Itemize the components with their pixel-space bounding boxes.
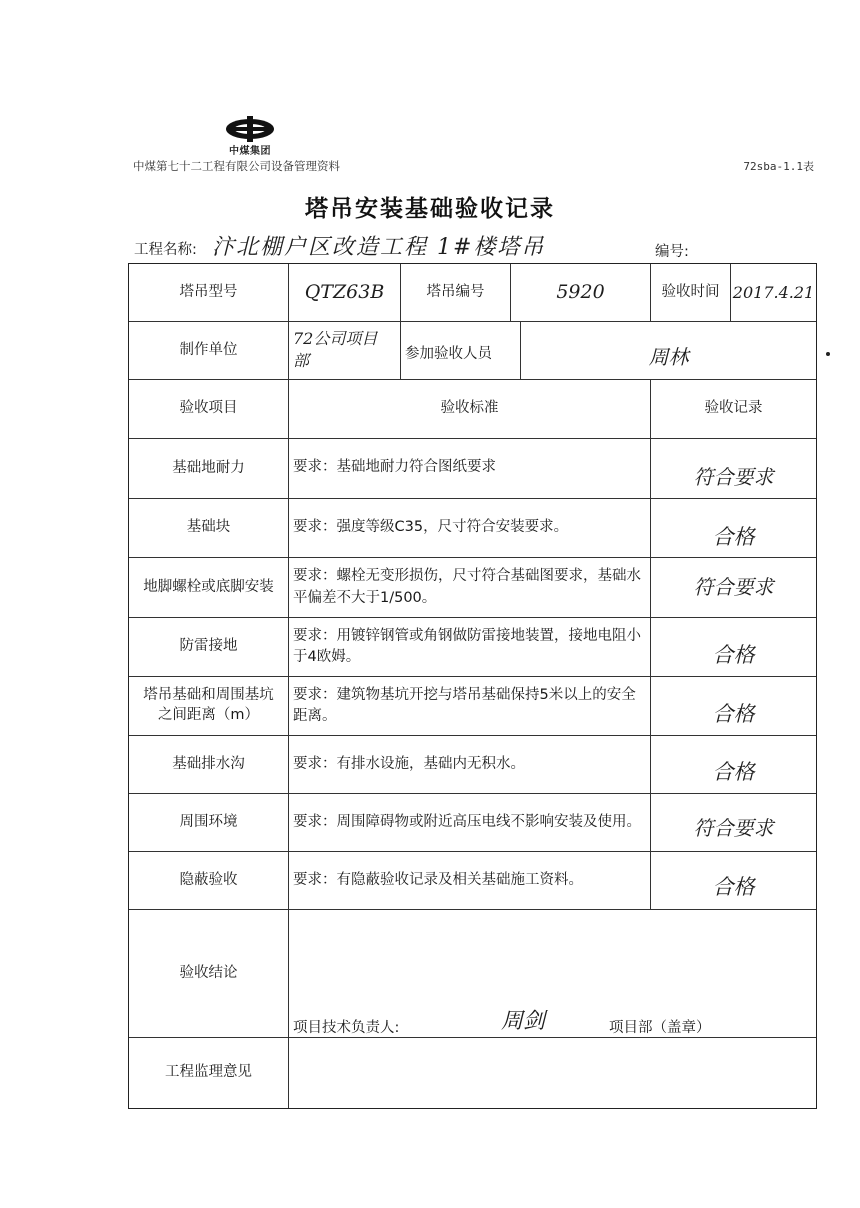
- column-header-record: 验收记录: [651, 380, 816, 439]
- row-6-record: 合格: [651, 736, 816, 794]
- maker-label: 制作单位: [129, 322, 289, 380]
- row-5-item: 塔吊基础和周围基坑之间距离（m）: [129, 677, 289, 736]
- tech-lead-signature: 周剑: [501, 1009, 546, 1034]
- row-2-standard: 要求：强度等级C35，尺寸符合安装要求。: [289, 499, 651, 558]
- row-2-record: 合格: [651, 499, 816, 558]
- row-3-item: 地脚螺栓或底脚安装: [129, 558, 289, 618]
- scan-mark: [826, 352, 830, 356]
- logo-text: 中煤集团: [229, 146, 271, 157]
- document-title: 塔吊安装基础验收记录: [305, 196, 555, 222]
- serial-value: 5920: [511, 264, 651, 322]
- row-1-item: 基础地耐力: [129, 439, 289, 499]
- row-8-standard: 要求：有隐蔽验收记录及相关基础施工资料。: [289, 852, 651, 910]
- row-3-record: 符合要求: [651, 558, 816, 618]
- company-logo: [218, 116, 282, 156]
- form-code: 72sba-1.1表: [743, 160, 814, 173]
- logo-emblem-icon: [218, 116, 282, 142]
- row-6-standard: 要求：有排水设施，基础内无积水。: [289, 736, 651, 794]
- serial-label: 塔吊编号: [401, 264, 511, 322]
- model-label: 塔吊型号: [129, 264, 289, 322]
- row-8-item: 隐蔽验收: [129, 852, 289, 910]
- row-3-standard: 要求：螺栓无变形损伤，尺寸符合基础图要求，基础水平偏差不大于1/500。: [289, 558, 651, 618]
- row-4-record: 合格: [651, 618, 816, 677]
- row-4-standard: 要求：用镀锌钢管或角钢做防雷接地装置，接地电阻小于4欧姆。: [289, 618, 651, 677]
- row-2-item: 基础块: [129, 499, 289, 558]
- column-header-item: 验收项目: [129, 380, 289, 439]
- project-name-value: 汴北棚户区改造工程 1#楼塔吊: [212, 235, 546, 260]
- inspection-table: [128, 263, 817, 1109]
- row-8-record: 合格: [651, 852, 816, 910]
- supervision-opinion-area: [289, 1038, 816, 1108]
- column-header-standard: 验收标准: [289, 380, 651, 439]
- row-4-item: 防雷接地: [129, 618, 289, 677]
- participants-value: 周林: [521, 322, 816, 380]
- project-name-label: 工程名称:: [134, 242, 197, 258]
- date-value: 2017.4.21: [731, 264, 816, 322]
- row-7-standard: 要求：周围障碍物或附近高压电线不影响安装及使用。: [289, 794, 651, 852]
- maker-value: [289, 322, 401, 380]
- record-number-label: 编号:: [655, 244, 689, 260]
- maker-value-line1: 72公司项目: [293, 329, 378, 348]
- row-5-standard: 要求：建筑物基坑开挖与塔吊基础保持5米以上的安全距离。: [289, 677, 651, 736]
- row-1-record: 符合要求: [651, 439, 816, 499]
- supervision-label: 工程监理意见: [129, 1038, 289, 1108]
- row-5-record: 合格: [651, 677, 816, 736]
- maker-value-line2: 部: [293, 350, 310, 370]
- tech-lead-label: 项目技术负责人:: [293, 1020, 400, 1036]
- row-7-item: 周围环境: [129, 794, 289, 852]
- company-name: 中煤第七十二工程有限公司设备管理资料: [133, 159, 340, 173]
- conclusion-label: 验收结论: [129, 910, 289, 1038]
- project-dept-stamp-label: 项目部（盖章）: [609, 1020, 711, 1036]
- date-label: 验收时间: [651, 264, 731, 322]
- row-1-standard: 要求：基础地耐力符合图纸要求: [289, 439, 651, 499]
- row-6-item: 基础排水沟: [129, 736, 289, 794]
- model-value: QTZ63B: [289, 264, 401, 322]
- participants-label: 参加验收人员: [401, 322, 521, 380]
- conclusion-area: [289, 910, 816, 1038]
- row-7-record: 符合要求: [651, 794, 816, 852]
